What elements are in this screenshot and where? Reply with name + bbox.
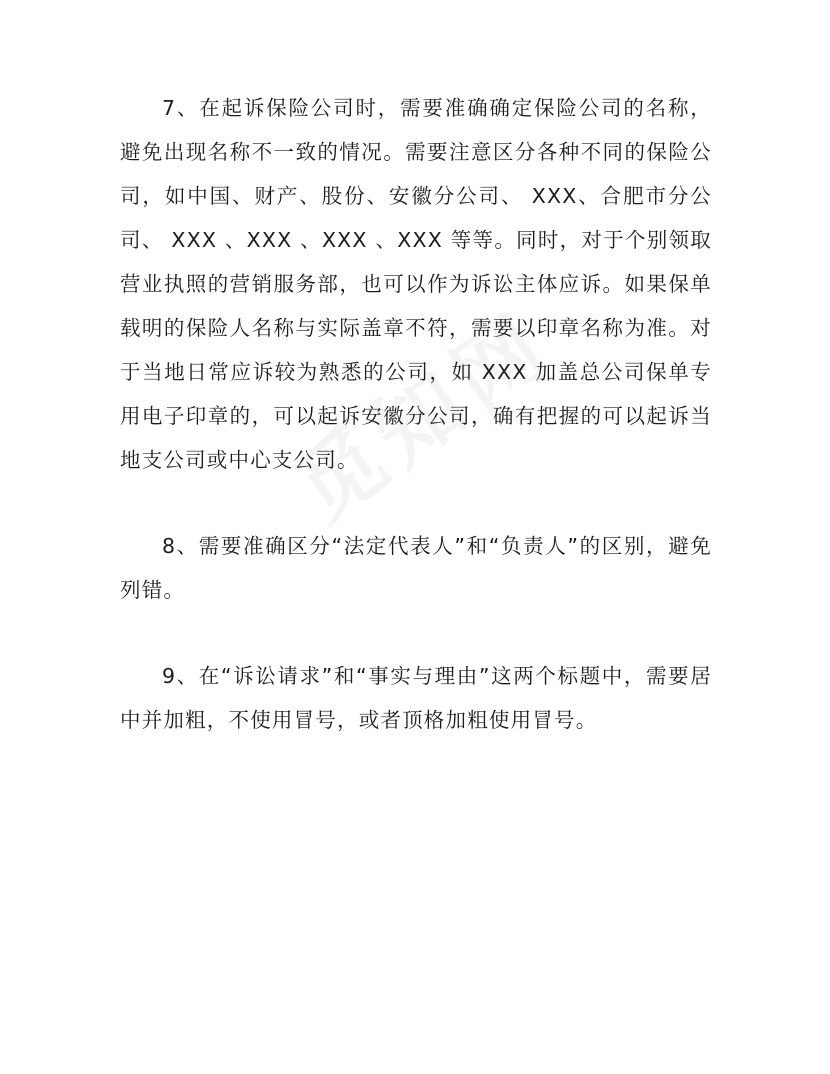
paragraph-7: 7、在起诉保险公司时，需要准确确定保险公司的名称，避免出现名称不一致的情况。需要注意区分各种不同的保险公司，如中国、财产、股份、安徽分公司、 XXX、合肥市分公司、 XXX 、XXX 、XXX 、XXX 等等。同时，对于个别领取营业执照的营销服务部，也可以作为诉讼主体应诉。如果保单载明的保险人名称与实际盖章不符，需要以印章名称为准。对于当地日常应诉较为熟悉的公司，如 XXX 加盖总公司保单专用电子印章的，可以起诉安徽分公司，确有把握的可以起诉当地支公司或中心支公司。 (120, 96, 712, 472)
paragraph-9: 9、在“诉讼请求”和“事实与理由”这两个标题中，需要居中并加粗，不使用冒号，或者顶格加粗使用冒号。 (120, 664, 712, 732)
paragraph-8: 8、需要准确区分“法定代表人”和“负责人”的区别，避免列错。 (120, 534, 712, 602)
